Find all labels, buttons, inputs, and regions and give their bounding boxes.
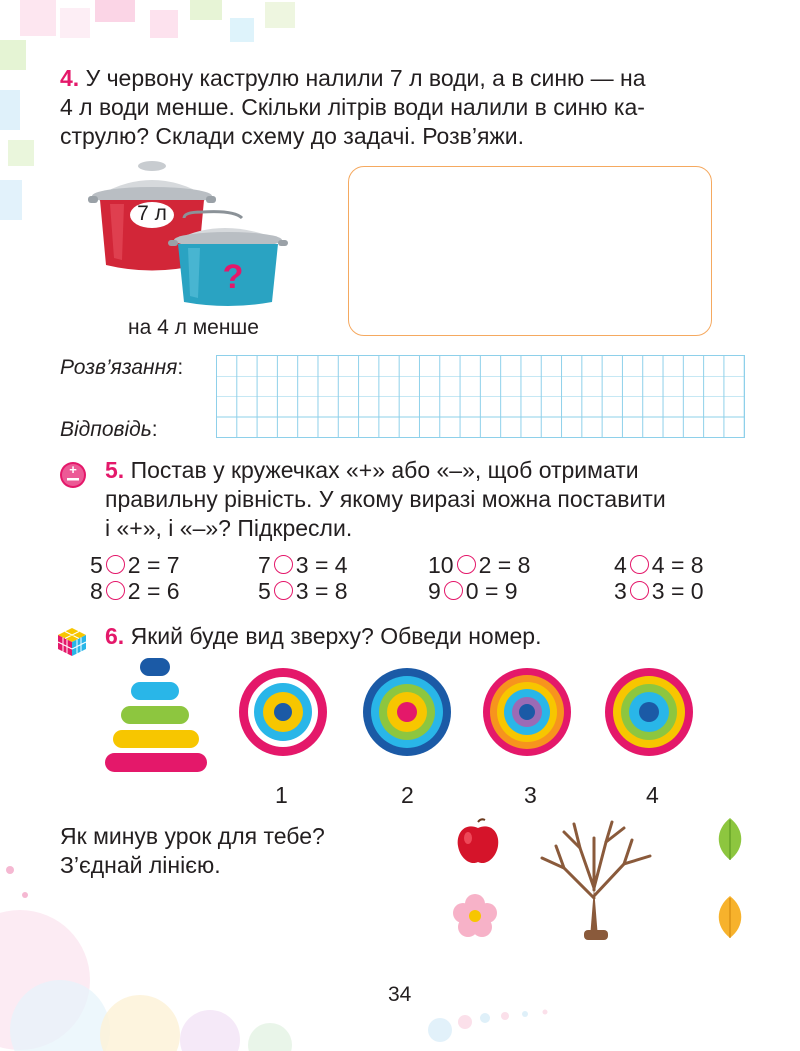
task6-text bbox=[105, 622, 541, 651]
equation-right: 3 = 4 bbox=[295, 552, 348, 578]
task5-line1: Постав у кружечках «+» або «–», щоб отримати bbox=[130, 457, 639, 483]
bottom-decoration bbox=[0, 860, 330, 1051]
apple-icon[interactable] bbox=[454, 818, 502, 868]
equation bbox=[614, 552, 704, 579]
task5-line2: правильну рівність. У якому виразі можна поставити bbox=[105, 486, 666, 512]
option-number-2[interactable]: 2 bbox=[401, 782, 414, 808]
answer-label: Відповідь: bbox=[60, 418, 158, 441]
blue-pot-label: ? bbox=[222, 258, 244, 296]
task4-text bbox=[60, 64, 760, 151]
sign-circle[interactable] bbox=[630, 581, 649, 600]
equation bbox=[258, 578, 348, 605]
equation-left: 10 bbox=[428, 552, 454, 578]
task6-line: Який буде вид зверху? Обведи номер. bbox=[130, 623, 542, 649]
answer-label-text: Відповідь bbox=[60, 418, 152, 441]
reflection-text bbox=[60, 822, 325, 880]
task4-line2: 4 л води менше. Скільки літрів води налили в синю ка- bbox=[60, 94, 645, 120]
bare-tree-icon[interactable] bbox=[534, 818, 658, 940]
equation-left: 5 bbox=[258, 578, 271, 604]
reflection-line1: Як минув урок для тебе? bbox=[60, 823, 325, 849]
sign-circle[interactable] bbox=[444, 581, 463, 600]
equation-left: 4 bbox=[614, 552, 627, 578]
option-number-4[interactable]: 4 bbox=[646, 782, 659, 808]
equation-right: 0 = 9 bbox=[465, 578, 518, 604]
red-pot-label: 7 л bbox=[137, 202, 167, 225]
flower-icon[interactable] bbox=[452, 893, 498, 939]
reflection-line2: З’єднай лінією. bbox=[60, 852, 221, 878]
green-leaf-icon[interactable] bbox=[715, 816, 745, 862]
yellow-leaf-icon[interactable] bbox=[715, 894, 745, 940]
top-view-option-1[interactable] bbox=[238, 667, 328, 757]
task5-number: 5. bbox=[105, 457, 125, 483]
svg-text:+: + bbox=[69, 462, 77, 477]
top-view-option-4[interactable] bbox=[604, 667, 694, 757]
task5-text bbox=[105, 456, 765, 543]
top-view-option-2[interactable] bbox=[362, 667, 452, 757]
equation-left: 7 bbox=[258, 552, 271, 578]
equation bbox=[428, 552, 530, 579]
equation bbox=[90, 578, 180, 605]
option-number-1[interactable]: 1 bbox=[275, 782, 288, 808]
sign-circle[interactable] bbox=[106, 555, 125, 574]
solution-label-text: Розв’язання bbox=[60, 356, 178, 379]
task5-line3: і «+», і «–»? Підкресли. bbox=[105, 515, 353, 541]
pyramid-toy bbox=[104, 656, 208, 774]
equation-left: 5 bbox=[90, 552, 103, 578]
solution-label: Розв’язання: bbox=[60, 356, 184, 379]
equation-left: 9 bbox=[428, 578, 441, 604]
bottom-dots-decoration bbox=[420, 1000, 560, 1050]
equation bbox=[90, 552, 180, 579]
pots-illustration bbox=[84, 160, 294, 310]
sign-circle[interactable] bbox=[457, 555, 476, 574]
equation-right: 3 = 0 bbox=[651, 578, 704, 604]
equation-left: 8 bbox=[90, 578, 103, 604]
option-number-3[interactable]: 3 bbox=[524, 782, 537, 808]
sign-circle[interactable] bbox=[630, 555, 649, 574]
equation-right: 4 = 8 bbox=[651, 552, 704, 578]
top-view-option-3[interactable] bbox=[482, 667, 572, 757]
plus-minus-icon bbox=[58, 460, 88, 490]
task4-line1: У червону каструлю налили 7 л води, а в синю — на bbox=[85, 65, 646, 91]
task4-number: 4. bbox=[60, 65, 80, 91]
sign-circle[interactable] bbox=[274, 581, 293, 600]
equation-right: 2 = 7 bbox=[127, 552, 180, 578]
equation-right: 3 = 8 bbox=[295, 578, 348, 604]
equation bbox=[258, 552, 348, 579]
task6-number: 6. bbox=[105, 623, 125, 649]
equation-left: 3 bbox=[614, 578, 627, 604]
solution-grid[interactable] bbox=[216, 355, 745, 438]
equation bbox=[614, 578, 704, 605]
sign-circle[interactable] bbox=[106, 581, 125, 600]
page-number: 34 bbox=[388, 983, 412, 1006]
scheme-box[interactable] bbox=[348, 166, 712, 336]
equation-right: 2 = 6 bbox=[127, 578, 180, 604]
equation-right: 2 = 8 bbox=[478, 552, 531, 578]
sign-circle[interactable] bbox=[274, 555, 293, 574]
pots-caption: на 4 л менше bbox=[128, 316, 259, 339]
task4-line3: струлю? Склади схему до задачі. Розв’яжи. bbox=[60, 123, 525, 149]
cube-icon bbox=[56, 626, 88, 658]
equation bbox=[428, 578, 518, 605]
